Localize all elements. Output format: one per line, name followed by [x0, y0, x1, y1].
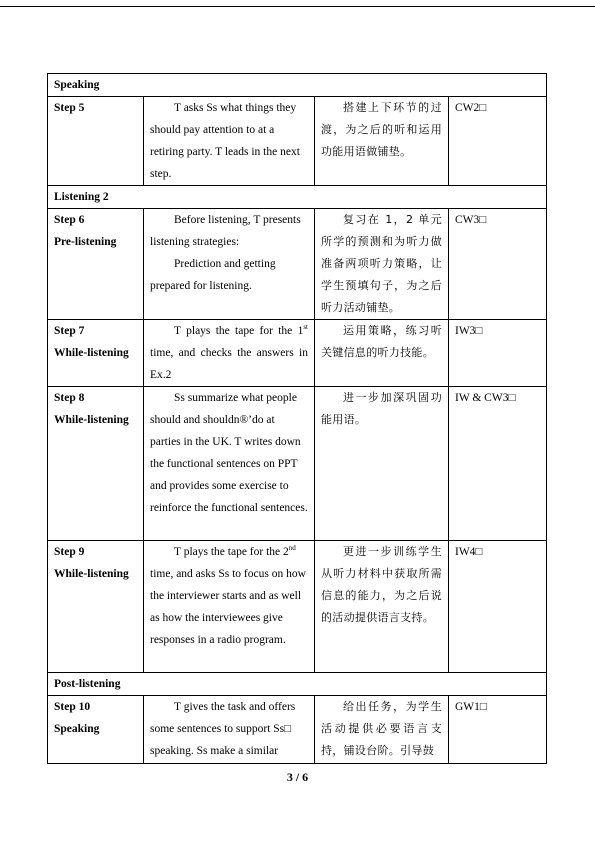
purpose-text: 给出任务，为学生活动提供必要语言支持，铺设台阶。引导鼓	[321, 700, 442, 757]
purpose-text: 运用策略，练习听关键信息的听力技能。	[321, 324, 442, 359]
step-cell	[48, 320, 144, 387]
step-label: Step 8	[54, 392, 85, 404]
purpose-cell	[315, 97, 449, 186]
ordinal-suffix: nd	[288, 544, 296, 553]
stage-label: Speaking	[54, 723, 100, 735]
step-cell	[48, 541, 144, 673]
activity-text-start: T plays the tape for the 2	[174, 546, 289, 558]
section-post-listening: Post-listening	[48, 673, 547, 696]
table-row	[48, 209, 547, 320]
table-row	[48, 387, 547, 541]
purpose-text: 复习在 1，2 单元所学的预测和为听力做准备两项听力策略，让学生预填句子，为之后听力活动铺垫。	[321, 213, 442, 314]
lesson-plan-table	[47, 73, 547, 764]
section-listening-2: Listening 2	[48, 186, 547, 209]
table-row	[48, 696, 547, 764]
step-label: Step 10	[54, 701, 91, 713]
step-label: Step 6	[54, 214, 85, 226]
activity-cell	[144, 320, 315, 387]
purpose-cell	[315, 320, 449, 387]
activity-text: T asks Ss what things they should pay attention to at a retiring party. T leads in the next step.	[150, 102, 300, 180]
activity-text	[150, 320, 308, 386]
purpose-text: 进一步加深巩固功能用语。	[321, 391, 442, 426]
section-row	[48, 186, 547, 209]
activity-text: T gives the task and offers some sentences to support Ss□ speaking. Ss make a similar	[150, 701, 296, 757]
mode-cell: IW & CW3□	[449, 387, 547, 541]
step-label: Step 9	[54, 546, 85, 558]
section-speaking: Speaking	[48, 74, 547, 97]
activity-text-end: time, and asks Ss to focus on how the interviewer starts and as well as how the interviewees give responses in a radio program.	[150, 568, 306, 646]
activity-text: Ss summarize what people should and shouldn®’do at parties in the UK. T writes down the functional sentences on PPT and provides some exercise to reinforce the functional sentences.	[150, 392, 308, 514]
activity-text-end: time, and checks the answers in Ex.2	[150, 347, 308, 381]
purpose-cell	[315, 209, 449, 320]
purpose-text: 搭建上下环节的过渡，为之后的听和运用功能用语做铺垫。	[321, 101, 442, 158]
mode-cell: CW2□	[449, 97, 547, 186]
mode-cell: IW4□	[449, 541, 547, 673]
table-row	[48, 97, 547, 186]
table-row	[48, 541, 547, 673]
step-label: Step 7	[54, 325, 85, 337]
purpose-cell	[315, 541, 449, 673]
stage-label: Pre-listening	[54, 236, 117, 248]
section-row	[48, 74, 547, 97]
activity-text: Prediction and getting prepared for listening.	[150, 258, 276, 292]
step-label: Step 5	[54, 102, 85, 114]
section-row	[48, 673, 547, 696]
activity-cell	[144, 209, 315, 320]
activity-text	[150, 541, 308, 651]
activity-cell	[144, 97, 315, 186]
step-cell	[48, 209, 144, 320]
stage-label: While-listening	[54, 347, 129, 359]
purpose-text: 更进一步训练学生从听力材料中获取所需信息的能力，为之后说的活动提供语言支持。	[321, 545, 442, 624]
activity-text: Before listening, T presents listening strategies:	[150, 214, 301, 248]
mode-cell: GW1□	[449, 696, 547, 764]
mode-cell: IW3□	[449, 320, 547, 387]
table-row	[48, 320, 547, 387]
ordinal-suffix: st	[303, 323, 308, 332]
mode-cell: CW3□	[449, 209, 547, 320]
page-number: 3 / 6	[286, 770, 309, 784]
activity-text-start: T plays the tape for the 1	[174, 325, 304, 337]
step-cell	[48, 97, 144, 186]
purpose-cell	[315, 387, 449, 541]
step-cell	[48, 696, 144, 764]
activity-cell	[144, 541, 315, 673]
stage-label: While-listening	[54, 414, 129, 426]
activity-cell	[144, 696, 315, 764]
purpose-cell	[315, 696, 449, 764]
step-cell	[48, 387, 144, 541]
header-rule	[0, 6, 595, 7]
activity-cell	[144, 387, 315, 541]
stage-label: While-listening	[54, 568, 129, 580]
